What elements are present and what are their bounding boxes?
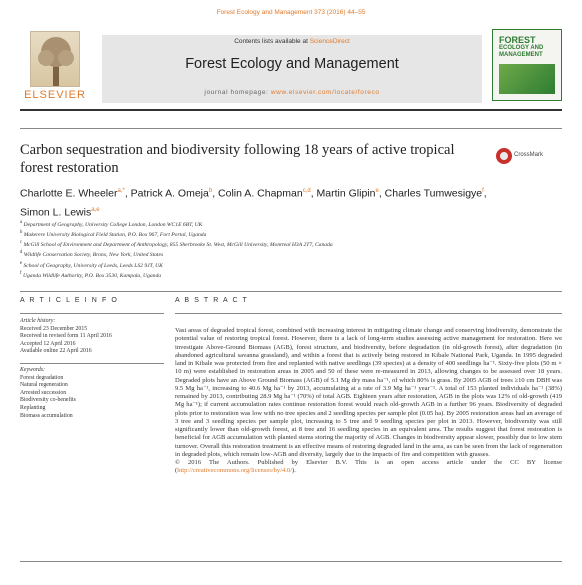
keyword-item: Biodiversity co-benefits xyxy=(20,397,76,404)
keyword-item: Arrested succession xyxy=(20,389,67,396)
history-item: Received 23 December 2015 xyxy=(20,325,88,332)
affiliation-text: School of Geography, University of Leeds, Leeds LS2 9JT, UK xyxy=(23,262,163,269)
crossmark-label: CrossMark xyxy=(514,152,544,158)
cover-title xyxy=(499,36,543,59)
abstract-rule xyxy=(175,313,562,314)
article-title: Carbon sequestration and biodiversity following 18 years of active tropical forest restoration xyxy=(20,142,455,176)
author-affiliation-marker[interactable]: b xyxy=(208,188,213,194)
copyright-text: © 2016 The Authors. Published by Elsevier B.V. This is an open access article under the CC BY license ( xyxy=(175,459,562,475)
author-name[interactable]: Martin Glipin xyxy=(316,187,376,200)
copyright-end: ). xyxy=(291,467,296,475)
keywords xyxy=(20,367,164,420)
header-divider xyxy=(20,109,562,111)
journal-homepage xyxy=(102,89,482,96)
article-info-heading: A R T I C L E I N F O xyxy=(20,297,119,304)
cover-image xyxy=(499,64,555,94)
title-divider xyxy=(20,128,562,129)
affiliation-text: Wildlife Conservation Society, Bronx, New York, United States xyxy=(23,252,164,259)
author-affiliation-marker[interactable]: a,e xyxy=(91,206,100,213)
affiliation-item xyxy=(20,229,560,239)
affiliation-list xyxy=(20,219,560,280)
journal-banner xyxy=(102,35,482,103)
elsevier-wordmark: ELSEVIER xyxy=(24,89,86,101)
keywords-label: Keywords: xyxy=(20,367,45,373)
crossmark-icon xyxy=(496,148,512,164)
affiliation-text: McGill School of Environment and Department of Anthropology, 855 Sherbrooke St. West, McGill University, Montreal H3A 2T7, Canada xyxy=(23,242,333,249)
affiliation-item xyxy=(20,249,560,259)
elsevier-logo[interactable] xyxy=(20,31,90,103)
history-item: Accepted 12 April 2016 xyxy=(20,340,76,347)
footer-divider xyxy=(20,561,562,562)
license-link[interactable]: http://creativecommons.org/licenses/by/4.0/ xyxy=(177,467,292,475)
author-name[interactable]: Charlotte E. Wheeler xyxy=(20,187,118,200)
article-history-label: Article history: xyxy=(20,318,56,324)
abstract xyxy=(175,327,562,476)
author-affiliation-marker[interactable]: a,* xyxy=(117,188,125,194)
homepage-prefix: journal homepage: xyxy=(204,89,271,96)
affiliation-divider xyxy=(20,291,562,292)
homepage-link[interactable]: www.elsevier.com/locate/foreco xyxy=(270,89,380,96)
contents-prefix: Contents lists available at xyxy=(234,38,310,45)
keyword-item: Replanting xyxy=(20,404,46,411)
affiliation-marker: a xyxy=(20,220,23,225)
keyword-item: Biomass accumulation xyxy=(20,412,73,419)
journal-header xyxy=(20,29,562,105)
author-affiliation-marker[interactable]: c,d xyxy=(302,188,311,194)
affiliation-text: Uganda Wildlife Authority, P.O. Box 3530, Kampala, Uganda xyxy=(22,272,162,279)
cover-title-line: ECOLOGY AND xyxy=(499,45,544,51)
sciencedirect-link[interactable]: ScienceDirect xyxy=(309,38,350,45)
affiliation-text: Makerere University Biological Field Station, P.O. Box 967, Fort Portal, Uganda xyxy=(23,232,207,239)
affiliation-item xyxy=(20,219,560,229)
cover-title-line: FOREST xyxy=(499,35,536,45)
contents-line xyxy=(102,38,482,45)
affiliation-item xyxy=(20,270,560,280)
keywords-rule xyxy=(20,363,164,364)
affiliation-item xyxy=(20,260,560,270)
author-affiliation-marker[interactable]: e xyxy=(375,188,379,194)
journal-title: Forest Ecology and Management xyxy=(185,56,399,72)
copyright-notice xyxy=(175,459,562,476)
affiliation-marker: b xyxy=(20,230,23,236)
author-list: Charlotte E. Wheeler$^{a,*}$, Patrick A. Omeja$^b$, Colin A. Chapman$^{c,d}$, Martin Glipin$^e$, Charles Tumwesigye$^f$, Simon L. Lewis$^{a,e}$ xyxy=(20,187,487,218)
journal-cover[interactable] xyxy=(492,29,562,101)
author-affiliation-marker[interactable]: f xyxy=(482,188,484,194)
keyword-item: Natural regeneration xyxy=(20,382,68,389)
abstract-heading: A B S T R A C T xyxy=(175,297,249,304)
abstract-body: Vast areas of degraded tropical forest, combined with increasing interest in mitigating climate change and conserving biodiversity, demonstrate the potential value of restoring tropical forest. However, there is a lack of long-term studies assessing active management for restoration. Here we investigate Above-Ground Biomass (AGB), forest structure, and biodiversity, before degradation (in old-growth forest), after degradation (in abandoned agricultural savanna grassland), and within a forest that is actively being restored in Kibale National Park, Uganda. In 1995 degraded land in Kibale was protected from fire and replanted with native seedlings (39 species) at a density of 400 seedlings ha⁻¹. Sixty-five plots (50 m × 10 m) were established in restoration areas in 2005 and 50 of these were re-measured in 2013, allowing changes to be assessed over 18 years. Degraded plots have an Above Ground Biomass (AGB) of 5.1 Mg dry mass ha⁻¹, of which 80% is grass. By 2005 AGB of trees ≥10 cm DBH was 9.5 Mg ha⁻¹, increasing to 40.6 Mg ha⁻¹ by 2013, accumulating at a rate of 3.9 Mg ha⁻¹ year⁻¹. A total of 153 planted individuals ha⁻¹ (38%) remained by 2013, contributing 28.9 Mg ha⁻¹ (70%) of total AGB. Eighteen years after restoration, AGB in the plots was 12% of old-growth (419 Mg ha⁻¹); if current accumulation rates continue restoration forest would reach old-growth AGB in a further 96 years. Biodiversity of degraded plots prior to restoration was low with no tree species and 2 seedling species per sample plot (0.05 ha). By 2005 restoration areas had an average of 3 tree and 3 seedling species per sample plot, increasing to 5 tree and 9 seedling species per plot in 2013. However, biodiversity was still significantly lower than old-growth forest, at 8 tree and 16 seedling species in an equivalent area. The results suggest that forest restoration is beneficial for AGB accumulation with planted stems storing the majority of AGB. Changes in biodiversity appear slower, possibly due to low stem turnover. Overall this restoration treatment is an effective means of restoring degraded land in the area, as can be seen from the lack of regeneration in degraded plots, which remain low-AGB and diversity, largely due to the impacts of fire and competition with grasses. xyxy=(175,327,562,458)
affiliation-marker: f xyxy=(20,270,22,276)
author-name[interactable]: Simon L. Lewis xyxy=(20,206,92,218)
history-item: Available online 22 April 2016 xyxy=(20,348,92,355)
author-name[interactable]: Colin A. Chapman xyxy=(218,187,303,200)
journal-citation[interactable]: Forest Ecology and Management 373 (2016) 44–55 xyxy=(216,9,366,16)
affiliation-text: Department of Geography, University College London, London WC1E 6BT, UK xyxy=(23,221,203,228)
affiliation-marker: d xyxy=(20,250,23,256)
keyword-item: Forest degradation xyxy=(20,374,64,381)
elsevier-tree-icon xyxy=(30,31,80,87)
history-item: Received in revised form 11 April 2016 xyxy=(20,333,112,340)
article-info-rule xyxy=(20,313,164,314)
affiliation-marker: e xyxy=(20,260,23,266)
crossmark-badge[interactable] xyxy=(496,146,544,168)
author-name[interactable]: Patrick A. Omeja xyxy=(130,187,209,200)
affiliation-marker: c xyxy=(20,240,23,246)
affiliation-item xyxy=(20,239,560,249)
cover-title-line: MANAGEMENT xyxy=(499,52,543,58)
author-name[interactable]: Charles Tumwesigye xyxy=(384,187,483,200)
article-history xyxy=(20,318,164,356)
